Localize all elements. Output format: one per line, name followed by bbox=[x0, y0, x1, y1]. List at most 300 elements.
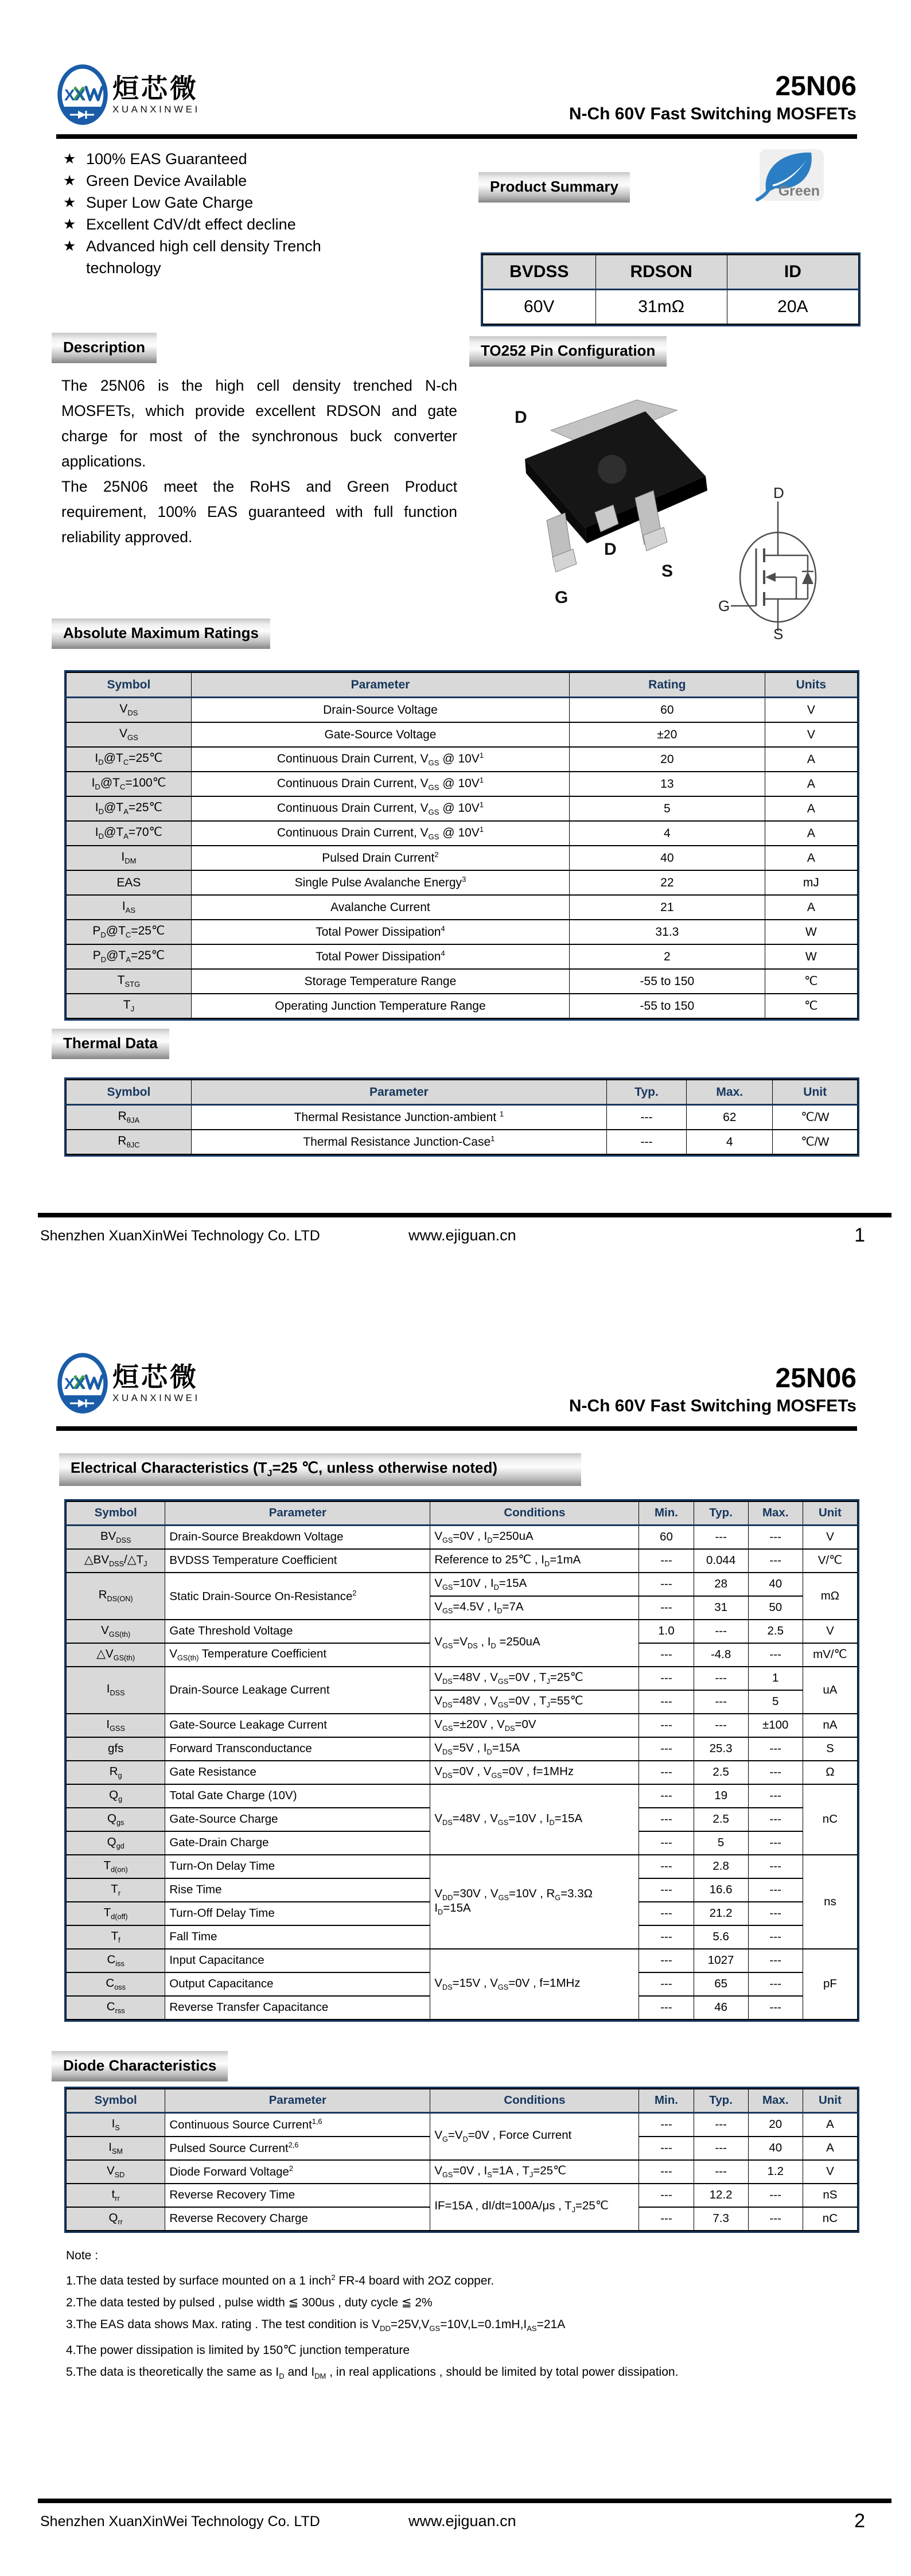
package-gate-label: G bbox=[555, 588, 569, 607]
page-number: 1 bbox=[854, 1224, 865, 1246]
table-cell: A bbox=[765, 796, 857, 821]
table-row bbox=[67, 722, 858, 747]
header-cell: Conditions bbox=[430, 2089, 639, 2113]
table-cell: 1.0 bbox=[639, 1620, 694, 1643]
table-cell: --- bbox=[694, 2113, 748, 2137]
table-cell: $C_{oss}$ bbox=[67, 1972, 165, 1996]
table-row bbox=[67, 1855, 858, 1878]
description-text bbox=[61, 373, 457, 550]
table-cell: --- bbox=[639, 1714, 694, 1737]
symbol-source-label: S bbox=[773, 625, 784, 640]
table-header-row bbox=[67, 1501, 858, 1526]
footer-company: Shenzhen XuanXinWei Technology Co. LTD bbox=[40, 2513, 320, 2530]
table-row bbox=[67, 895, 858, 920]
table-cell: V bbox=[765, 722, 857, 747]
table-cell: Total Power Dissipation$^4$ bbox=[191, 944, 569, 969]
table-cell: IF=15A , dI/dt=100A/μs , $T_J=25℃$ bbox=[430, 2184, 639, 2231]
table-cell: --- bbox=[748, 1972, 803, 1996]
logo-monogram: XX bbox=[64, 1375, 86, 1392]
table-row bbox=[67, 1714, 858, 1737]
table-cell: 1027 bbox=[694, 1949, 748, 1972]
section-title-thermal: Thermal Data bbox=[52, 1029, 169, 1059]
package-source-label: S bbox=[661, 562, 673, 581]
table-cell: 7.3 bbox=[694, 2207, 748, 2231]
table-row bbox=[67, 772, 858, 796]
table-cell: 1.2 bbox=[748, 2160, 803, 2184]
table-cell: gfs bbox=[67, 1737, 165, 1761]
table-cell: --- bbox=[639, 1855, 694, 1878]
symbol-gate-label: G bbox=[718, 597, 730, 614]
table-cell: $P_D@T_C=25℃$ bbox=[67, 920, 192, 944]
table-row bbox=[67, 2160, 858, 2184]
table-cell: ns bbox=[803, 1855, 857, 1949]
table-cell: Continuous Drain Current, $V_{GS}$ @ $10V^1$ bbox=[191, 747, 569, 772]
feature-text: Green Device Available bbox=[86, 172, 247, 189]
table-cell: --- bbox=[639, 1925, 694, 1949]
header-cell: Min. bbox=[639, 1501, 694, 1526]
footer-company: Shenzhen XuanXinWei Technology Co. LTD bbox=[40, 1228, 320, 1244]
table-cell: Reference to 25℃ , $I_D=1mA$ bbox=[430, 1549, 639, 1573]
header-cell: Min. bbox=[639, 2089, 694, 2113]
table-cell: 60V bbox=[483, 290, 596, 325]
website-link[interactable]: www.ejiguan.cn bbox=[408, 2512, 516, 2530]
table-row bbox=[67, 1549, 858, 1573]
notes-block bbox=[66, 2245, 678, 2387]
table-cell: --- bbox=[748, 1831, 803, 1855]
table-cell: $V_{DS}=15V$ , $V_{GS}=0V$ , f=1MHz bbox=[430, 1949, 639, 2019]
table-cell: $R_g$ bbox=[67, 1761, 165, 1784]
header-cell: Typ. bbox=[694, 1501, 748, 1526]
table-cell: A bbox=[765, 747, 857, 772]
table-cell: 5 bbox=[570, 796, 765, 821]
table-cell: --- bbox=[694, 1526, 748, 1550]
star-icon: ★ bbox=[63, 173, 76, 189]
table-cell: 19 bbox=[694, 1784, 748, 1808]
header-cell: Units bbox=[765, 672, 857, 698]
table-cell: 22 bbox=[570, 870, 765, 895]
star-icon: ★ bbox=[63, 238, 76, 254]
table-cell: $V_{DD}=30V$ , $V_{GS}=10V$ , $R_G=3.3\Omega$ $I_D=15A$ bbox=[430, 1855, 639, 1949]
table-cell: A bbox=[765, 821, 857, 846]
logo-monogram: XX bbox=[64, 86, 86, 104]
table-cell: --- bbox=[639, 1831, 694, 1855]
table-cell: 60 bbox=[639, 1526, 694, 1550]
table-cell: ℃ bbox=[765, 994, 857, 1018]
table-cell: ±100 bbox=[748, 1714, 803, 1737]
company-logo bbox=[57, 1353, 200, 1414]
doc-subtitle: N-Ch 60V Fast Switching MOSFETs bbox=[569, 104, 857, 124]
table-cell: 65 bbox=[694, 1972, 748, 1996]
table-row bbox=[67, 747, 858, 772]
table-cell: $I_{DSS}$ bbox=[67, 1667, 165, 1714]
notes-list bbox=[66, 2267, 678, 2387]
table-header-row bbox=[67, 672, 858, 698]
table-cell: $V_{GS}=4.5V$ , $I_D=7A$ bbox=[430, 1596, 639, 1620]
table-cell: Turn-Off Delay Time bbox=[165, 1902, 430, 1925]
table-cell: 62 bbox=[687, 1105, 773, 1130]
table-cell: --- bbox=[748, 2207, 803, 2231]
table-cell: --- bbox=[639, 1972, 694, 1996]
table-cell: $\triangle V_{GS(th)}$ bbox=[67, 1643, 165, 1667]
table-cell: $V_{DS}=5V$ , $I_D=15A$ bbox=[430, 1737, 639, 1761]
table-cell: Reverse Recovery Charge bbox=[165, 2207, 430, 2231]
table-cell: --- bbox=[639, 1949, 694, 1972]
table-cell: $I_D@T_A=70℃$ bbox=[67, 821, 192, 846]
table-cell: --- bbox=[639, 1761, 694, 1784]
table-row bbox=[67, 2184, 858, 2207]
table-row bbox=[67, 994, 858, 1018]
table-cell: A bbox=[765, 772, 857, 796]
table-cell: --- bbox=[639, 1596, 694, 1620]
table-cell: --- bbox=[639, 2160, 694, 2184]
table-cell: $P_D@T_A=25℃$ bbox=[67, 944, 192, 969]
table-cell: 40 bbox=[748, 2137, 803, 2160]
table-cell: $V_{DS}$ bbox=[67, 698, 192, 723]
table-cell: Total Power Dissipation$^4$ bbox=[191, 920, 569, 944]
feature-text: Advanced high cell density Trench bbox=[86, 238, 321, 255]
table-cell: 21 bbox=[570, 895, 765, 920]
table-cell: --- bbox=[639, 2184, 694, 2207]
table-cell: Gate-Drain Charge bbox=[165, 1831, 430, 1855]
table-row bbox=[67, 920, 858, 944]
table-cell: $V_{DS}=0V$ , $V_{GS}=0V$ , f=1MHz bbox=[430, 1761, 639, 1784]
table-cell: uA bbox=[803, 1667, 857, 1714]
table-cell: Reverse Transfer Capacitance bbox=[165, 1996, 430, 2019]
table-cell: 60 bbox=[570, 698, 765, 723]
table-cell: V/℃ bbox=[803, 1549, 857, 1573]
table-cell: --- bbox=[694, 1620, 748, 1643]
symbol-drain-label: D bbox=[773, 487, 784, 501]
feature-text: technology bbox=[86, 259, 161, 277]
feature-text: Excellent CdV/dt effect decline bbox=[86, 216, 296, 233]
table-cell: $T_{d(off)}$ bbox=[67, 1902, 165, 1925]
note-item: 1.The data tested by surface mounted on a 1 inch$^2$ FR-4 board with 2OZ copper. bbox=[66, 2273, 495, 2287]
doc-header bbox=[569, 72, 857, 124]
table-cell: $I_D@T_C=100℃$ bbox=[67, 772, 192, 796]
doc-header bbox=[569, 1364, 857, 1416]
table-row bbox=[67, 1784, 858, 1808]
to252-package-image bbox=[485, 376, 714, 622]
table-cell: ℃/W bbox=[773, 1105, 858, 1130]
table-cell: 2.5 bbox=[748, 1620, 803, 1643]
table-cell: Total Gate Charge (10V) bbox=[165, 1784, 430, 1808]
header-cell: Symbol bbox=[67, 2089, 165, 2113]
table-cell: Fall Time bbox=[165, 1925, 430, 1949]
table-cell: $Q_{gd}$ bbox=[67, 1831, 165, 1855]
table-cell: 16.6 bbox=[694, 1878, 748, 1902]
table-cell: Output Capacitance bbox=[165, 1972, 430, 1996]
table-row bbox=[67, 1573, 858, 1596]
table-cell: --- bbox=[694, 1667, 748, 1690]
part-number: 25N06 bbox=[775, 1363, 857, 1394]
table-cell: V bbox=[765, 698, 857, 723]
table-cell: --- bbox=[748, 1737, 803, 1761]
note-item: 3.The EAS data shows Max. rating . The test condition is $V_{DD}=25V,V_{GS}=10V,L=0.1mH,I_{AS}=21A$ bbox=[66, 2318, 566, 2333]
table-cell: --- bbox=[639, 2113, 694, 2137]
table-cell: mV/℃ bbox=[803, 1643, 857, 1667]
notes-label: Note : bbox=[66, 2249, 99, 2262]
header-cell: Typ. bbox=[694, 2089, 748, 2113]
table-cell: nC bbox=[803, 1784, 857, 1855]
table-cell: Gate-Source Charge bbox=[165, 1808, 430, 1831]
table-cell: 25.3 bbox=[694, 1737, 748, 1761]
table-cell: --- bbox=[639, 2137, 694, 2160]
table-cell: --- bbox=[748, 1808, 803, 1831]
logo-mark-icon bbox=[57, 1353, 108, 1414]
table-cell: $T_{d(on)}$ bbox=[67, 1855, 165, 1878]
table-row bbox=[67, 1105, 858, 1130]
note-item: 2.The data tested by pulsed , pulse width ≦ 300us , duty cycle ≦ 2% bbox=[66, 2296, 433, 2309]
table-cell: 1 bbox=[748, 1667, 803, 1690]
table-cell: $V_{GS}=V_{DS}$ , $I_D =250uA$ bbox=[430, 1620, 639, 1667]
table-cell: --- bbox=[694, 2137, 748, 2160]
header-cell: Parameter bbox=[191, 672, 569, 698]
table-cell: Thermal Resistance Junction-Case$^1$ bbox=[191, 1130, 606, 1154]
table-cell: --- bbox=[694, 2160, 748, 2184]
table-cell: --- bbox=[639, 1643, 694, 1667]
table-cell: $Q_g$ bbox=[67, 1784, 165, 1808]
table-cell: $I_D@T_C=25℃$ bbox=[67, 747, 192, 772]
table-cell: --- bbox=[694, 1690, 748, 1714]
section-title-pin-configuration: TO252 Pin Configuration bbox=[469, 336, 667, 367]
page-number: 2 bbox=[854, 2510, 865, 2532]
header-cell: Symbol bbox=[67, 672, 192, 698]
header-cell: BVDSS bbox=[483, 255, 596, 290]
table-cell: --- bbox=[639, 1667, 694, 1690]
table-cell: 20A bbox=[727, 290, 858, 325]
description-paragraph: The 25N06 meet the RoHS and Green Product requirement, 100% EAS guaranteed with full function reliability approved. bbox=[61, 478, 457, 546]
header-cell: Unit bbox=[803, 1501, 857, 1526]
star-icon: ★ bbox=[63, 151, 76, 167]
logo-chinese-name: 烜芯微 bbox=[112, 1361, 198, 1392]
table-cell: Ω bbox=[803, 1761, 857, 1784]
table-cell: Thermal Resistance Junction-ambient $^1$ bbox=[191, 1105, 606, 1130]
table-row bbox=[67, 698, 858, 723]
table-cell: 0.044 bbox=[694, 1549, 748, 1573]
table-row bbox=[67, 1526, 858, 1550]
table-cell: --- bbox=[639, 1902, 694, 1925]
table-row bbox=[67, 1949, 858, 1972]
table-cell: BVDSS Temperature Coefficient bbox=[165, 1549, 430, 1573]
feature-item bbox=[63, 257, 321, 279]
package-tab-label: D bbox=[515, 408, 527, 427]
table-row bbox=[67, 1130, 858, 1154]
table-cell: $T_{STG}$ bbox=[67, 969, 192, 994]
header-cell: Symbol bbox=[67, 1080, 192, 1105]
table-cell: Gate-Source Voltage bbox=[191, 722, 569, 747]
header-cell: Symbol bbox=[67, 1501, 165, 1526]
table-cell: 31 bbox=[694, 1596, 748, 1620]
table-cell: $T_J$ bbox=[67, 994, 192, 1018]
feature-text: Super Low Gate Charge bbox=[86, 194, 254, 211]
table-cell: A bbox=[765, 846, 857, 870]
table-cell: 4 bbox=[687, 1130, 773, 1154]
table-cell: 13 bbox=[570, 772, 765, 796]
table-cell: $V_{GS}=0V$ , $I_D=250uA$ bbox=[430, 1526, 639, 1550]
table-row bbox=[67, 1667, 858, 1690]
table-cell: 2 bbox=[570, 944, 765, 969]
header-rule bbox=[56, 134, 857, 139]
table-cell: Continuous Source Current$^{1,6}$ bbox=[165, 2113, 430, 2137]
table-cell: $I_{GSS}$ bbox=[67, 1714, 165, 1737]
header-cell: Rating bbox=[570, 672, 765, 698]
table-cell: 28 bbox=[694, 1573, 748, 1596]
table-cell: -55 to 150 bbox=[570, 994, 765, 1018]
table-cell: Gate Threshold Voltage bbox=[165, 1620, 430, 1643]
table-cell: 2.8 bbox=[694, 1855, 748, 1878]
table-cell: Avalanche Current bbox=[191, 895, 569, 920]
table-cell: $V_{GS}=0V$ , $I_S=1A$ , $T_J=25℃$ bbox=[430, 2160, 639, 2184]
table-cell: V bbox=[803, 1526, 857, 1550]
table-cell: Drain-Source Voltage bbox=[191, 698, 569, 723]
table-cell: Input Capacitance bbox=[165, 1949, 430, 1972]
table-cell: Forward Transconductance bbox=[165, 1737, 430, 1761]
thermal-table bbox=[64, 1077, 859, 1157]
table-cell: $I_{SM}$ bbox=[67, 2137, 165, 2160]
table-cell: S bbox=[803, 1737, 857, 1761]
table-row bbox=[67, 2113, 858, 2137]
table-cell: $V_{DS}=48V$ , $V_{GS}=0V$ , $T_J=55℃$ bbox=[430, 1690, 639, 1714]
table-cell: $t_{rr}$ bbox=[67, 2184, 165, 2207]
note-item: 4.The power dissipation is limited by 150℃ junction temperature bbox=[66, 2344, 410, 2357]
table-cell: A bbox=[803, 2137, 857, 2160]
header-cell: Parameter bbox=[191, 1080, 606, 1105]
table-cell: $Q_{gs}$ bbox=[67, 1808, 165, 1831]
logo-mark-icon bbox=[57, 64, 108, 125]
table-cell: V bbox=[803, 1620, 857, 1643]
table-cell: --- bbox=[639, 1737, 694, 1761]
table-cell: --- bbox=[639, 1784, 694, 1808]
doc-subtitle: N-Ch 60V Fast Switching MOSFETs bbox=[569, 1396, 857, 1416]
table-cell: 5.6 bbox=[694, 1925, 748, 1949]
footer bbox=[0, 2510, 911, 2539]
star-icon: ★ bbox=[63, 194, 76, 211]
table-cell: Continuous Drain Current, $V_{GS}$ @ $10V^1$ bbox=[191, 821, 569, 846]
table-cell: --- bbox=[748, 1902, 803, 1925]
table-cell: Single Pulse Avalanche Energy$^3$ bbox=[191, 870, 569, 895]
table-cell: $V_G=V_D=0V$ , Force Current bbox=[430, 2113, 639, 2161]
green-badge bbox=[760, 149, 824, 201]
table-cell: Rise Time bbox=[165, 1878, 430, 1902]
table-cell: --- bbox=[748, 1549, 803, 1573]
table-cell: ℃ bbox=[765, 969, 857, 994]
table-cell: Continuous Drain Current, $V_{GS}$ @ $10V^1$ bbox=[191, 772, 569, 796]
table-cell: ±20 bbox=[570, 722, 765, 747]
table-cell: EAS bbox=[67, 870, 192, 895]
website-link[interactable]: www.ejiguan.cn bbox=[408, 1227, 516, 1244]
table-cell: --- bbox=[639, 1996, 694, 2019]
header-cell: Typ. bbox=[606, 1080, 686, 1105]
table-cell: -55 to 150 bbox=[570, 969, 765, 994]
table-cell: Operating Junction Temperature Range bbox=[191, 994, 569, 1018]
table-cell: $R_{\theta JC}$ bbox=[67, 1130, 192, 1154]
feature-text: 100% EAS Guaranteed bbox=[86, 150, 247, 168]
table-cell: 40 bbox=[748, 1573, 803, 1596]
table-row bbox=[67, 796, 858, 821]
table-row bbox=[67, 944, 858, 969]
table-cell: $V_{SD}$ bbox=[67, 2160, 165, 2184]
table-cell: 2.5 bbox=[694, 1761, 748, 1784]
header-cell: ID bbox=[727, 255, 858, 290]
package-drain-label: D bbox=[604, 540, 617, 559]
table-cell: A bbox=[765, 895, 857, 920]
header-cell: Max. bbox=[748, 1501, 803, 1526]
table-cell: Pulsed Source Current$^{2,6}$ bbox=[165, 2137, 430, 2160]
table-cell: 5 bbox=[694, 1831, 748, 1855]
table-cell: $T_r$ bbox=[67, 1878, 165, 1902]
star-icon: ★ bbox=[63, 216, 76, 232]
table-cell: --- bbox=[606, 1130, 686, 1154]
table-cell: $C_{rss}$ bbox=[67, 1996, 165, 2019]
header-cell: Conditions bbox=[430, 1501, 639, 1526]
table-header-row bbox=[483, 255, 859, 290]
header-cell: Max. bbox=[748, 2089, 803, 2113]
mosfet-symbol bbox=[716, 487, 842, 640]
table-cell: 20 bbox=[748, 2113, 803, 2137]
header-cell: Max. bbox=[687, 1080, 773, 1105]
table-cell: Diode Forward Voltage$^2$ bbox=[165, 2160, 430, 2184]
table-cell: --- bbox=[748, 1925, 803, 1949]
table-cell: $V_{DS}=48V$ , $V_{GS}=0V$ , $T_J=25℃$ bbox=[430, 1667, 639, 1690]
description-paragraph: The 25N06 is the high cell density trenched N-ch MOSFETs, which provide excellent RDSON and gate charge for most of the synchronous buck converter applications. bbox=[61, 377, 457, 470]
table-cell: --- bbox=[639, 1549, 694, 1573]
table-cell: --- bbox=[639, 1878, 694, 1902]
feature-item bbox=[63, 148, 321, 170]
table-cell: $R_{\theta JA}$ bbox=[67, 1105, 192, 1130]
table-row bbox=[483, 290, 859, 325]
table-cell: 5 bbox=[748, 1690, 803, 1714]
table-cell: --- bbox=[748, 2184, 803, 2207]
logo-latin-name: XUANXINWEI bbox=[112, 104, 200, 115]
table-cell: 50 bbox=[748, 1596, 803, 1620]
table-cell: Storage Temperature Range bbox=[191, 969, 569, 994]
table-cell: $I_D@T_A=25℃$ bbox=[67, 796, 192, 821]
table-cell: $V_{GS}$ bbox=[67, 722, 192, 747]
table-cell: $Q_{rr}$ bbox=[67, 2207, 165, 2231]
section-title-diode: Diode Characteristics bbox=[52, 2051, 228, 2081]
table-cell: $BV_{DSS}$ bbox=[67, 1526, 165, 1550]
header-rule bbox=[56, 1426, 857, 1431]
table-header-row bbox=[67, 1080, 858, 1105]
page-2 bbox=[0, 1288, 911, 2576]
footer bbox=[0, 1224, 911, 1253]
header-cell: RDSON bbox=[595, 255, 727, 290]
feature-item bbox=[63, 213, 321, 235]
table-cell: W bbox=[765, 944, 857, 969]
header-cell: Parameter bbox=[165, 1501, 430, 1526]
logo-chinese-name: 烜芯微 bbox=[112, 73, 198, 103]
table-cell: 2.5 bbox=[694, 1808, 748, 1831]
table-cell: --- bbox=[748, 1949, 803, 1972]
table-cell: $I_{DM}$ bbox=[67, 846, 192, 870]
feature-item bbox=[63, 192, 321, 213]
table-cell: Gate-Source Leakage Current bbox=[165, 1714, 430, 1737]
table-cell: V bbox=[803, 2160, 857, 2184]
section-title-description: Description bbox=[52, 333, 157, 363]
green-badge-label: Green bbox=[778, 183, 820, 199]
section-title-electrical: Electrical Characteristics ($T_J=25$ ℃, unless otherwise noted) bbox=[59, 1453, 581, 1486]
diode-characteristics-table bbox=[64, 2087, 859, 2233]
table-cell: --- bbox=[748, 1784, 803, 1808]
table-cell: --- bbox=[639, 1690, 694, 1714]
abs-max-table bbox=[64, 670, 859, 1021]
table-row bbox=[67, 821, 858, 846]
feature-item bbox=[63, 170, 321, 192]
table-row bbox=[67, 1620, 858, 1643]
table-header-row bbox=[67, 2089, 858, 2113]
table-cell: 12.2 bbox=[694, 2184, 748, 2207]
table-cell: --- bbox=[748, 1855, 803, 1878]
